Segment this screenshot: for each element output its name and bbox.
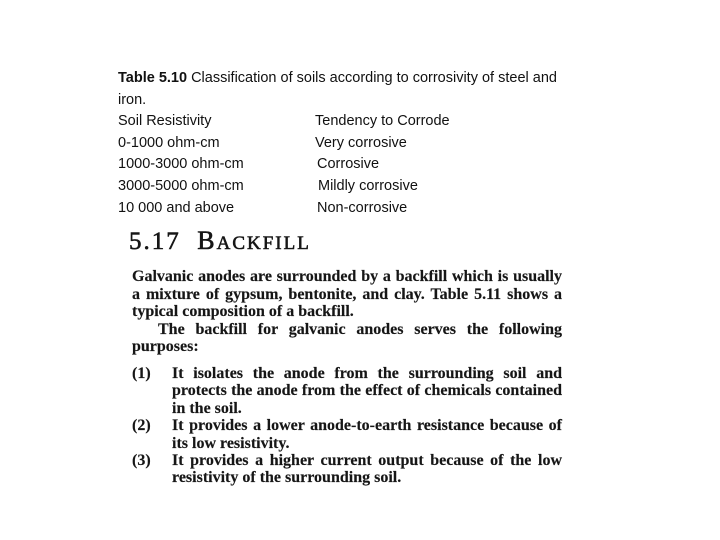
header-soil-resistivity: Soil Resistivity xyxy=(118,113,212,130)
section-title-rest: ACKFILL xyxy=(216,233,311,254)
table-row xyxy=(118,198,578,220)
table-row xyxy=(118,176,578,198)
header-tendency-to-corrode: Tendency to Corrode xyxy=(315,113,450,130)
row-tendency: Very corrosive xyxy=(315,134,407,151)
row-resistivity: 0-1000 ohm-cm xyxy=(118,134,220,151)
row-tendency: Corrosive xyxy=(317,156,380,173)
list-item-text: It provides a lower anode-to-earth resistance because of its low resistivity. xyxy=(172,417,562,452)
table-block xyxy=(118,68,578,219)
scanned-book-excerpt xyxy=(122,226,562,516)
table-label: Table 5.10 xyxy=(118,70,188,86)
row-resistivity: 1000-3000 ohm-cm xyxy=(118,156,244,173)
backfill-paragraph: Galvanic anodes are surrounded by a backfill which is usually a mixture of gypsum, bentonite, and clay. Table 5.11 shows a typical composition of a backfill. xyxy=(132,268,562,321)
row-tendency: Mildly corrosive xyxy=(318,177,418,194)
table-row xyxy=(118,154,578,176)
purposes-list xyxy=(132,365,562,487)
list-item-number: (2) xyxy=(132,417,151,435)
list-item-number: (1) xyxy=(132,364,151,382)
list-item-number: (3) xyxy=(132,452,151,469)
list-item xyxy=(132,452,562,487)
table-row xyxy=(118,133,578,155)
list-item-text: It isolates the anode from the surrounding soil and protects the anode from the effect of chemicals contained in the soil. xyxy=(172,364,562,417)
section-heading xyxy=(129,226,562,260)
table-header-row xyxy=(118,111,578,133)
list-item-text: It provides a higher current output because of the low resistivity of the surrounding soil. xyxy=(172,452,562,487)
row-resistivity: 3000-5000 ohm-cm xyxy=(118,177,244,194)
section-number: 5.17 xyxy=(129,228,181,255)
row-resistivity: 10 000 and above xyxy=(118,199,235,216)
section-title-initial: B xyxy=(197,226,217,255)
purposes-intro: The backfill for galvanic anodes serves the following purposes: xyxy=(132,320,562,356)
table-caption-text: Classification of soils according to corrosivity of steel and iron. xyxy=(118,70,557,108)
row-tendency: Non-corrosive xyxy=(317,199,408,216)
list-item xyxy=(132,365,562,417)
list-item xyxy=(132,417,562,452)
table-caption xyxy=(118,68,578,111)
